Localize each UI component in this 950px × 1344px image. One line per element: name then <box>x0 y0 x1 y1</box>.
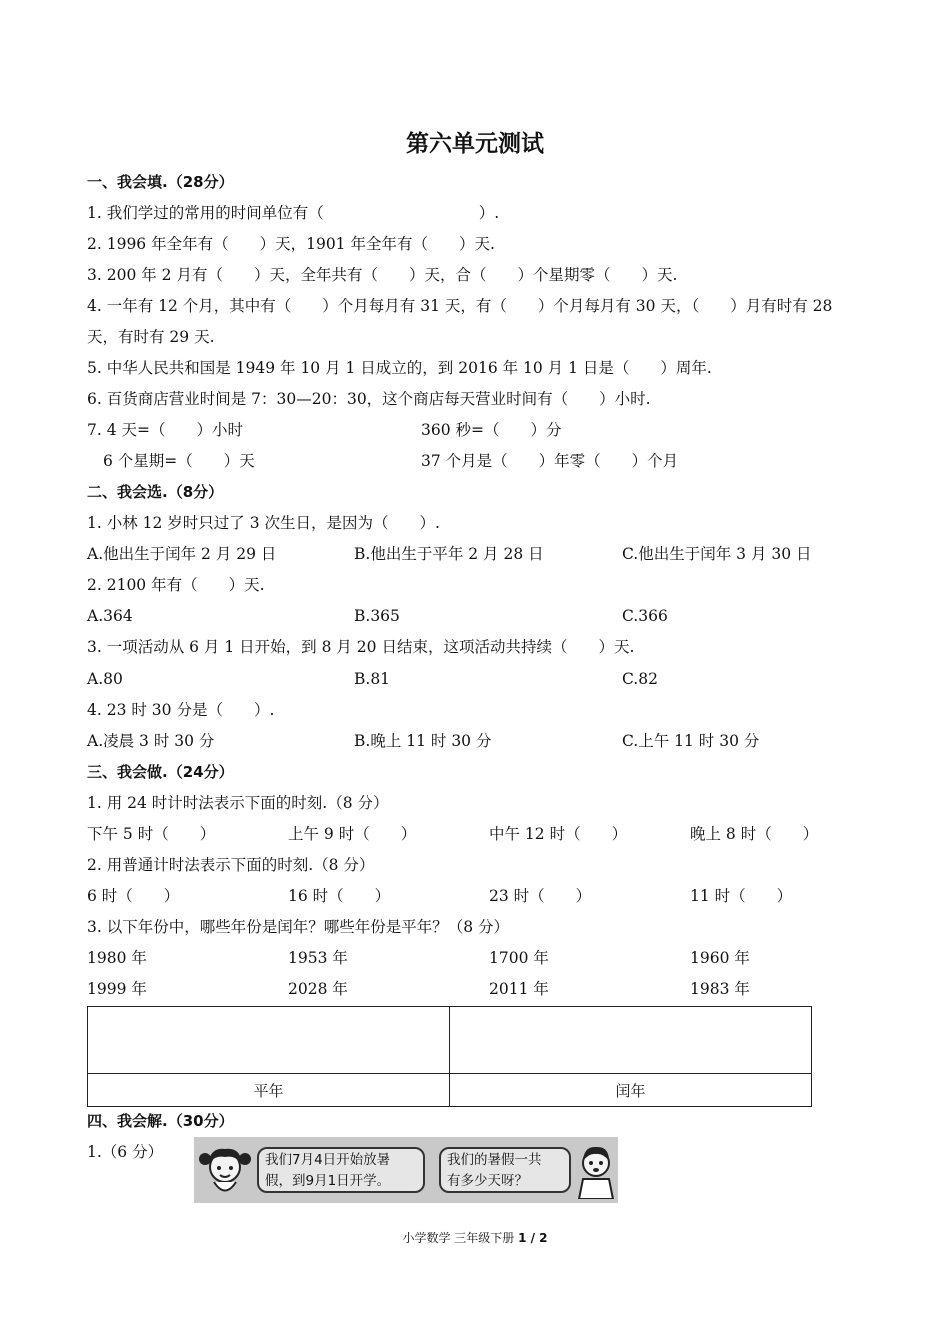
common-year-answer-cell[interactable] <box>88 1007 450 1074</box>
s1-question-1: 1. 我们学过的常用的时间单位有（ ）. <box>87 204 500 222</box>
s1-question-5: 5. 中华人民共和国是 1949 年 10 月 1 日成立的，到 2016 年 10 月 1 日是（ ）周年. <box>87 359 712 377</box>
year-item: 1980 年 <box>87 949 147 967</box>
girl-icon <box>196 1141 254 1199</box>
s3-q2-item: 11 时（ ） <box>690 887 793 905</box>
s2-q4-option-a: A.凌晨 3 时 30 分 <box>87 732 215 750</box>
s2-question-3: 3. 一项活动从 6 月 1 日开始，到 8 月 20 日结束，这项活动共持续（ ）天. <box>87 638 635 656</box>
page-footer <box>0 1229 950 1246</box>
s3-q2-item: 6 时（ ） <box>87 887 180 905</box>
s3-question-2: 2. 用普通计时法表示下面的时刻.（8 分） <box>87 856 375 874</box>
s2-q4-option-b: B.晚上 11 时 30 分 <box>354 732 492 750</box>
year-item: 1983 年 <box>690 980 750 998</box>
year-item: 1999 年 <box>87 980 147 998</box>
year-item: 1953 年 <box>288 949 348 967</box>
section-2-heading: 二、我会选.（8分） <box>87 483 224 501</box>
s2-q3-option-b: B.81 <box>354 670 391 688</box>
year-item: 2028 年 <box>288 980 348 998</box>
common-year-label: 平年 <box>88 1074 450 1107</box>
s2-question-2: 2. 2100 年有（ ）天. <box>87 576 265 594</box>
bubble-right-line-2: 有多少天呀？ <box>447 1173 528 1189</box>
section-1-heading: 一、我会填.（28分） <box>87 173 234 191</box>
s1-question-7a: 7. 4 天=（ ）小时 <box>87 421 243 439</box>
boy-icon <box>575 1141 617 1199</box>
s1-question-7c: 6 个星期=（ ）天 <box>103 452 255 470</box>
s2-question-1: 1. 小林 12 岁时只过了 3 次生日，是因为（ ）. <box>87 514 440 532</box>
s2-q3-option-c: C.82 <box>622 670 658 688</box>
s3-question-1: 1. 用 24 时计时法表示下面的时刻.（8 分） <box>87 794 389 812</box>
s2-q2-option-a: A.364 <box>87 607 133 625</box>
s3-q1-item: 中午 12 时（ ） <box>489 825 628 843</box>
s2-q3-option-a: A.80 <box>87 670 123 688</box>
s3-question-3: 3. 以下年份中，哪些年份是闰年？哪些年份是平年？（8 分） <box>87 918 510 936</box>
s2-q1-option-a: A.他出生于闰年 2 月 29 日 <box>87 545 277 563</box>
cartoon-illustration <box>194 1137 618 1203</box>
page-title: 第六单元测试 <box>406 131 544 157</box>
s2-q1-option-b: B.他出生于平年 2 月 28 日 <box>354 545 544 563</box>
bubble-left-line-1: 我们7月4日开始放暑 <box>265 1152 391 1168</box>
leap-year-label: 闰年 <box>450 1074 812 1107</box>
s2-q1-option-c: C.他出生于闰年 3 月 30 日 <box>622 545 812 563</box>
speech-bubble-right <box>439 1147 571 1193</box>
speech-bubble-left <box>257 1147 425 1193</box>
bubble-right-line-1: 我们的暑假一共 <box>447 1152 542 1168</box>
s1-question-7b: 360 秒=（ ）分 <box>421 421 562 439</box>
s4-question-1: 1.（6 分） <box>87 1143 164 1161</box>
year-item: 1960 年 <box>690 949 750 967</box>
footer-text: 小学数学 三年级下册 <box>402 1231 519 1245</box>
year-item: 1700 年 <box>489 949 549 967</box>
section-4-heading: 四、我会解.（30分） <box>87 1112 234 1130</box>
s2-q4-option-c: C.上午 11 时 30 分 <box>622 732 760 750</box>
s3-q2-item: 23 时（ ） <box>489 887 592 905</box>
bubble-left-line-2: 假，到9月1日开学。 <box>265 1173 391 1189</box>
year-item: 2011 年 <box>489 980 549 998</box>
leap-year-answer-cell[interactable] <box>450 1007 812 1074</box>
s2-q2-option-b: B.365 <box>354 607 400 625</box>
leap-year-answer-table <box>87 1006 812 1107</box>
page-number: 1 / 2 <box>518 1231 548 1245</box>
s1-question-4-cont: 天，有时有 29 天. <box>87 328 215 346</box>
s1-question-2: 2. 1996 年全年有（ ）天，1901 年全年有（ ）天. <box>87 235 495 253</box>
s3-q1-item: 下午 5 时（ ） <box>87 825 216 843</box>
section-3-heading: 三、我会做.（24分） <box>87 763 234 781</box>
s1-question-4: 4. 一年有 12 个月，其中有（ ）个月每月有 31 天，有（ ）个月每月有 30 天，（ ）月有时有 28 <box>87 297 833 315</box>
s1-question-7d: 37 个月是（ ）年零（ ）个月 <box>421 452 679 470</box>
s3-q1-item: 晚上 8 时（ ） <box>690 825 819 843</box>
s3-q1-item: 上午 9 时（ ） <box>288 825 417 843</box>
s2-question-4: 4. 23 时 30 分是（ ）. <box>87 701 275 719</box>
s1-question-3: 3. 200 年 2 月有（ ）天，全年共有（ ）天，合（ ）个星期零（ ）天. <box>87 266 678 284</box>
s2-q2-option-c: C.366 <box>622 607 668 625</box>
s3-q2-item: 16 时（ ） <box>288 887 391 905</box>
s1-question-6: 6. 百货商店营业时间是 7：30—20：30，这个商店每天营业时间有（ ）小时. <box>87 390 651 408</box>
